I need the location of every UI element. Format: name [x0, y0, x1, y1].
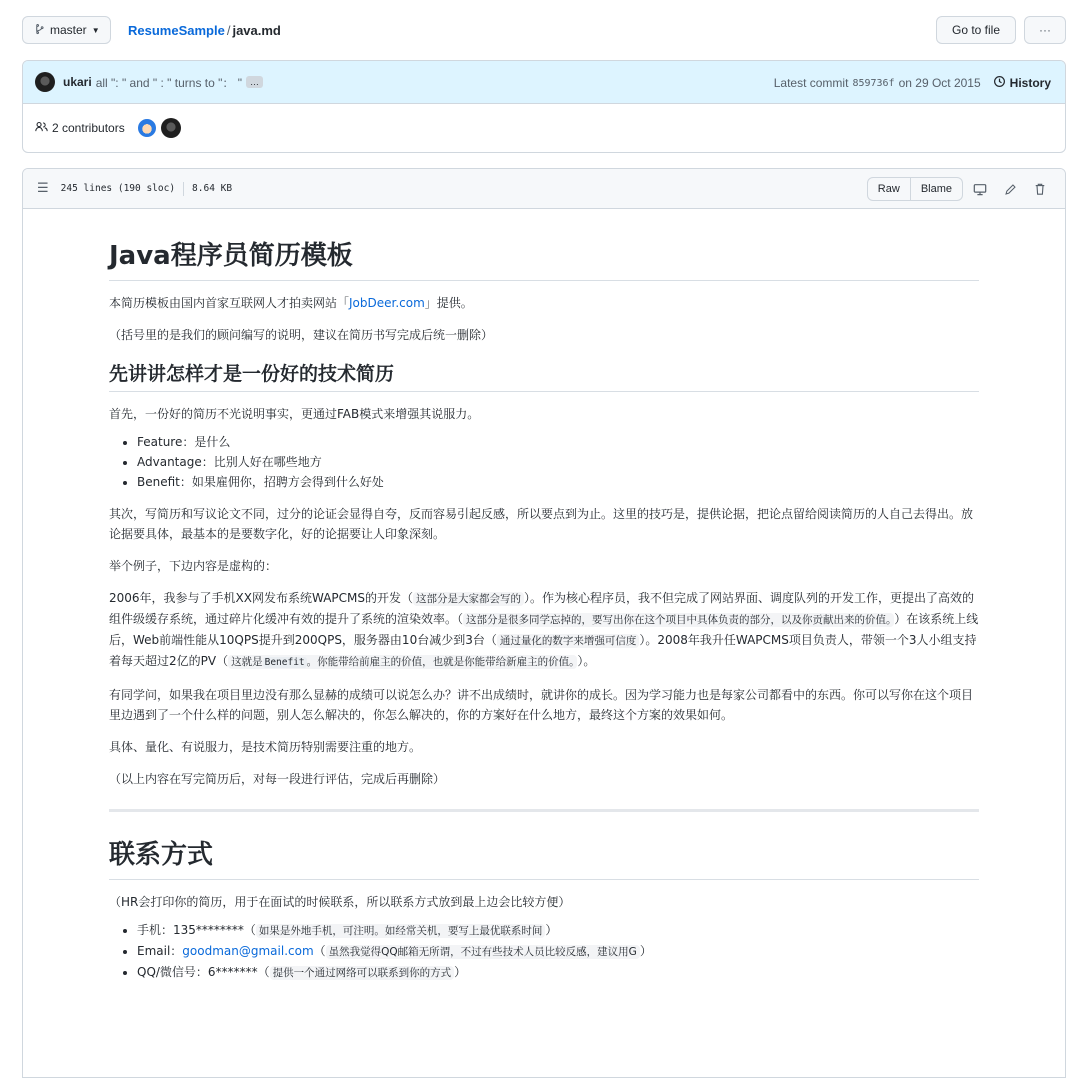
blame-button[interactable]: Blame: [911, 177, 963, 201]
list-item: • Email：goodman@gmail.com（ 虽然我觉得QQ邮箱无所谓，不过有些技术人员比较反感，建议用G ）: [137, 941, 979, 962]
doc-title: Java程序员简历模板: [109, 235, 979, 281]
contact-note: （HR会打印你的简历，用于在面试的时候联系，所以联系方式放到最上边会比较方便）: [109, 895, 571, 909]
repo-link[interactable]: ResumeSample: [128, 23, 225, 38]
contributors-label[interactable]: 2 contributors: [52, 121, 125, 135]
commit-author[interactable]: ukari: [63, 75, 92, 89]
desktop-icon[interactable]: [967, 177, 993, 201]
file-name: java.md: [232, 23, 281, 38]
people-icon: [35, 121, 48, 136]
list-item: • Feature：是什么: [137, 432, 979, 452]
phone-note: 如果是外地手机，可注明。如经常关机，要写上最优联系时间: [256, 924, 546, 938]
raw-button[interactable]: Raw: [867, 177, 911, 201]
paragraph: 有同学问，如果我在项目里边没有那么显赫的成绩可以说怎么办？讲不出成绩时，就讲你的成长。因为学习能力也是每家公司都看中的东西。你可以写你在这个项目里边遇到了一个什么样的问题，别人怎么解决的，你怎么解决的，你的方案好在什么地方，最终这个方案的效果如何。: [109, 688, 974, 722]
list-item: • QQ/微信号：6*******（ 提供一个通过网络可以联系到你的方式 ）: [137, 962, 979, 983]
latest-commit-label: Latest commit: [773, 76, 849, 90]
horizontal-rule: [109, 809, 979, 812]
list-icon[interactable]: ☰: [37, 181, 49, 196]
intro-text-pre: 本简历模板由国内首家互联网人才拍卖网站「: [109, 296, 350, 310]
contact-heading: 联系方式: [109, 834, 979, 880]
commit-sha[interactable]: 859736f: [852, 77, 895, 89]
section-heading: 先讲讲怎样才是一份好的技术简历: [109, 359, 979, 392]
file-navigation: [22, 16, 1066, 44]
fab-intro: 首先，一份好的简历不光说明事实，更通过FAB模式来增强其说服力。: [109, 407, 480, 421]
file-lines: 245 lines (190 sloc): [60, 183, 176, 194]
contact-list: [109, 920, 979, 983]
file-size: 8.64 KB: [192, 183, 233, 194]
branch-selector-button[interactable]: [22, 16, 111, 44]
commit-date: on 29 Oct 2015: [898, 76, 981, 90]
example-paragraph: [109, 588, 979, 673]
branch-name: master: [50, 23, 87, 37]
example-note: [228, 655, 577, 669]
file-header: [23, 169, 1065, 209]
history-label: History: [1009, 76, 1051, 90]
example-note-text: 。你能带给前雇主的价值，也就是你能带给新雇主的价值。: [306, 656, 575, 668]
latest-commit-row: [23, 61, 1065, 104]
markdown-body: [109, 235, 979, 983]
commit-message[interactable]: all ": " and " : " turns to "： ": [95, 75, 242, 90]
branch-icon: [33, 23, 45, 38]
phone-label: 手机：135********: [137, 923, 244, 937]
example-text: ）在该系统上线后，Web前端性能从10QPS提升到200QPS，服务器由10台减少到3台（: [109, 612, 979, 647]
commit-info-box: [22, 60, 1066, 153]
inline-code: Benefit: [264, 657, 305, 668]
chevron-down-icon: ▼: [91, 25, 100, 35]
example-text: ）。2008年我升任WAPCMS项目负责人，带领一个3人小组支持着每天超过2亿的PV（: [109, 633, 977, 668]
list-item: • 手机：135********（ 如果是外地手机，可注明。如经常关机，要写上最优联系时间 ）: [137, 920, 979, 941]
example-note: 这部分是很多同学忘掉的，要写出你在这个项目中具体负责的部分，以及你贡献出来的价值。: [463, 613, 894, 627]
example-note-text: 这就是: [231, 656, 263, 668]
paragraph: 举个例子，下边内容是虚构的：: [109, 559, 278, 573]
history-button[interactable]: [993, 75, 1051, 91]
commit-meta: [774, 75, 1051, 91]
example-text: ）。: [577, 654, 596, 668]
email-label: Email：: [137, 944, 183, 958]
paragraph: 其次，写简历和写议论文不同，过分的论证会显得自夸，反而容易引起反感，所以要点到为止。这里的技巧是，提供论据，把论点留给阅读简历的人自己去得出。放论据要具体，最基本的是要数字化，好的论据要让人印象深刻。: [109, 507, 974, 541]
example-note: 通过量化的数字来增强可信度: [497, 634, 640, 648]
paragraph: 具体、量化、有说服力，是技术简历特别需要注重的地方。: [109, 740, 422, 754]
avatar[interactable]: [35, 72, 55, 92]
more-options-button[interactable]: ···: [1024, 16, 1066, 44]
file-actions: [867, 177, 1053, 201]
intro-text-post: 」提供。: [424, 296, 473, 310]
breadcrumb: [128, 23, 281, 38]
fab-list: [109, 432, 979, 492]
trash-icon[interactable]: [1027, 177, 1053, 201]
qq-label: QQ/微信号：6*******: [137, 965, 258, 979]
intro-paragraph: [109, 293, 979, 313]
example-note: 这部分是大家都会写的: [413, 592, 524, 606]
jobdeer-link[interactable]: JobDeer.com: [349, 296, 425, 310]
note-paragraph: （括号里的是我们的顾问编写的说明，建议在简历书写完成后统一删除）: [109, 328, 494, 342]
history-icon: [993, 75, 1006, 91]
contributor-avatar[interactable]: [137, 118, 157, 138]
email-note: 虽然我觉得QQ邮箱无所谓，不过有些技术人员比较反感，建议用G: [326, 945, 640, 959]
header-divider: [183, 182, 184, 196]
qq-note: 提供一个通过网络可以联系到你的方式: [270, 966, 455, 980]
contributor-avatar[interactable]: [161, 118, 181, 138]
file-viewer: [22, 168, 1066, 1078]
note-paragraph: （以上内容在写完简历后，对每一段进行评估，完成后再删除）: [109, 772, 446, 786]
pencil-icon[interactable]: [997, 177, 1023, 201]
list-item: • Advantage：比别人好在哪些地方: [137, 452, 979, 472]
email-link[interactable]: goodman@gmail.com: [182, 944, 314, 958]
contributors-row: [23, 104, 1065, 152]
go-to-file-button[interactable]: Go to file: [936, 16, 1016, 44]
list-item: • Benefit：如果雇佣你，招聘方会得到什么好处: [137, 472, 979, 492]
expand-commit-button[interactable]: …: [246, 76, 263, 88]
example-text: ）。作为核心程序员，我不但完成了网站界面、调度队列的开发工作，更提出了高效的组件级缓存系统，通过碎片化缓冲有效的提升了系统的渲染效率。（: [109, 591, 975, 626]
breadcrumb-separator: /: [226, 23, 231, 38]
example-text: 2006年，我参与了手机XX网发布系统WAPCMS的开发（: [109, 591, 413, 605]
